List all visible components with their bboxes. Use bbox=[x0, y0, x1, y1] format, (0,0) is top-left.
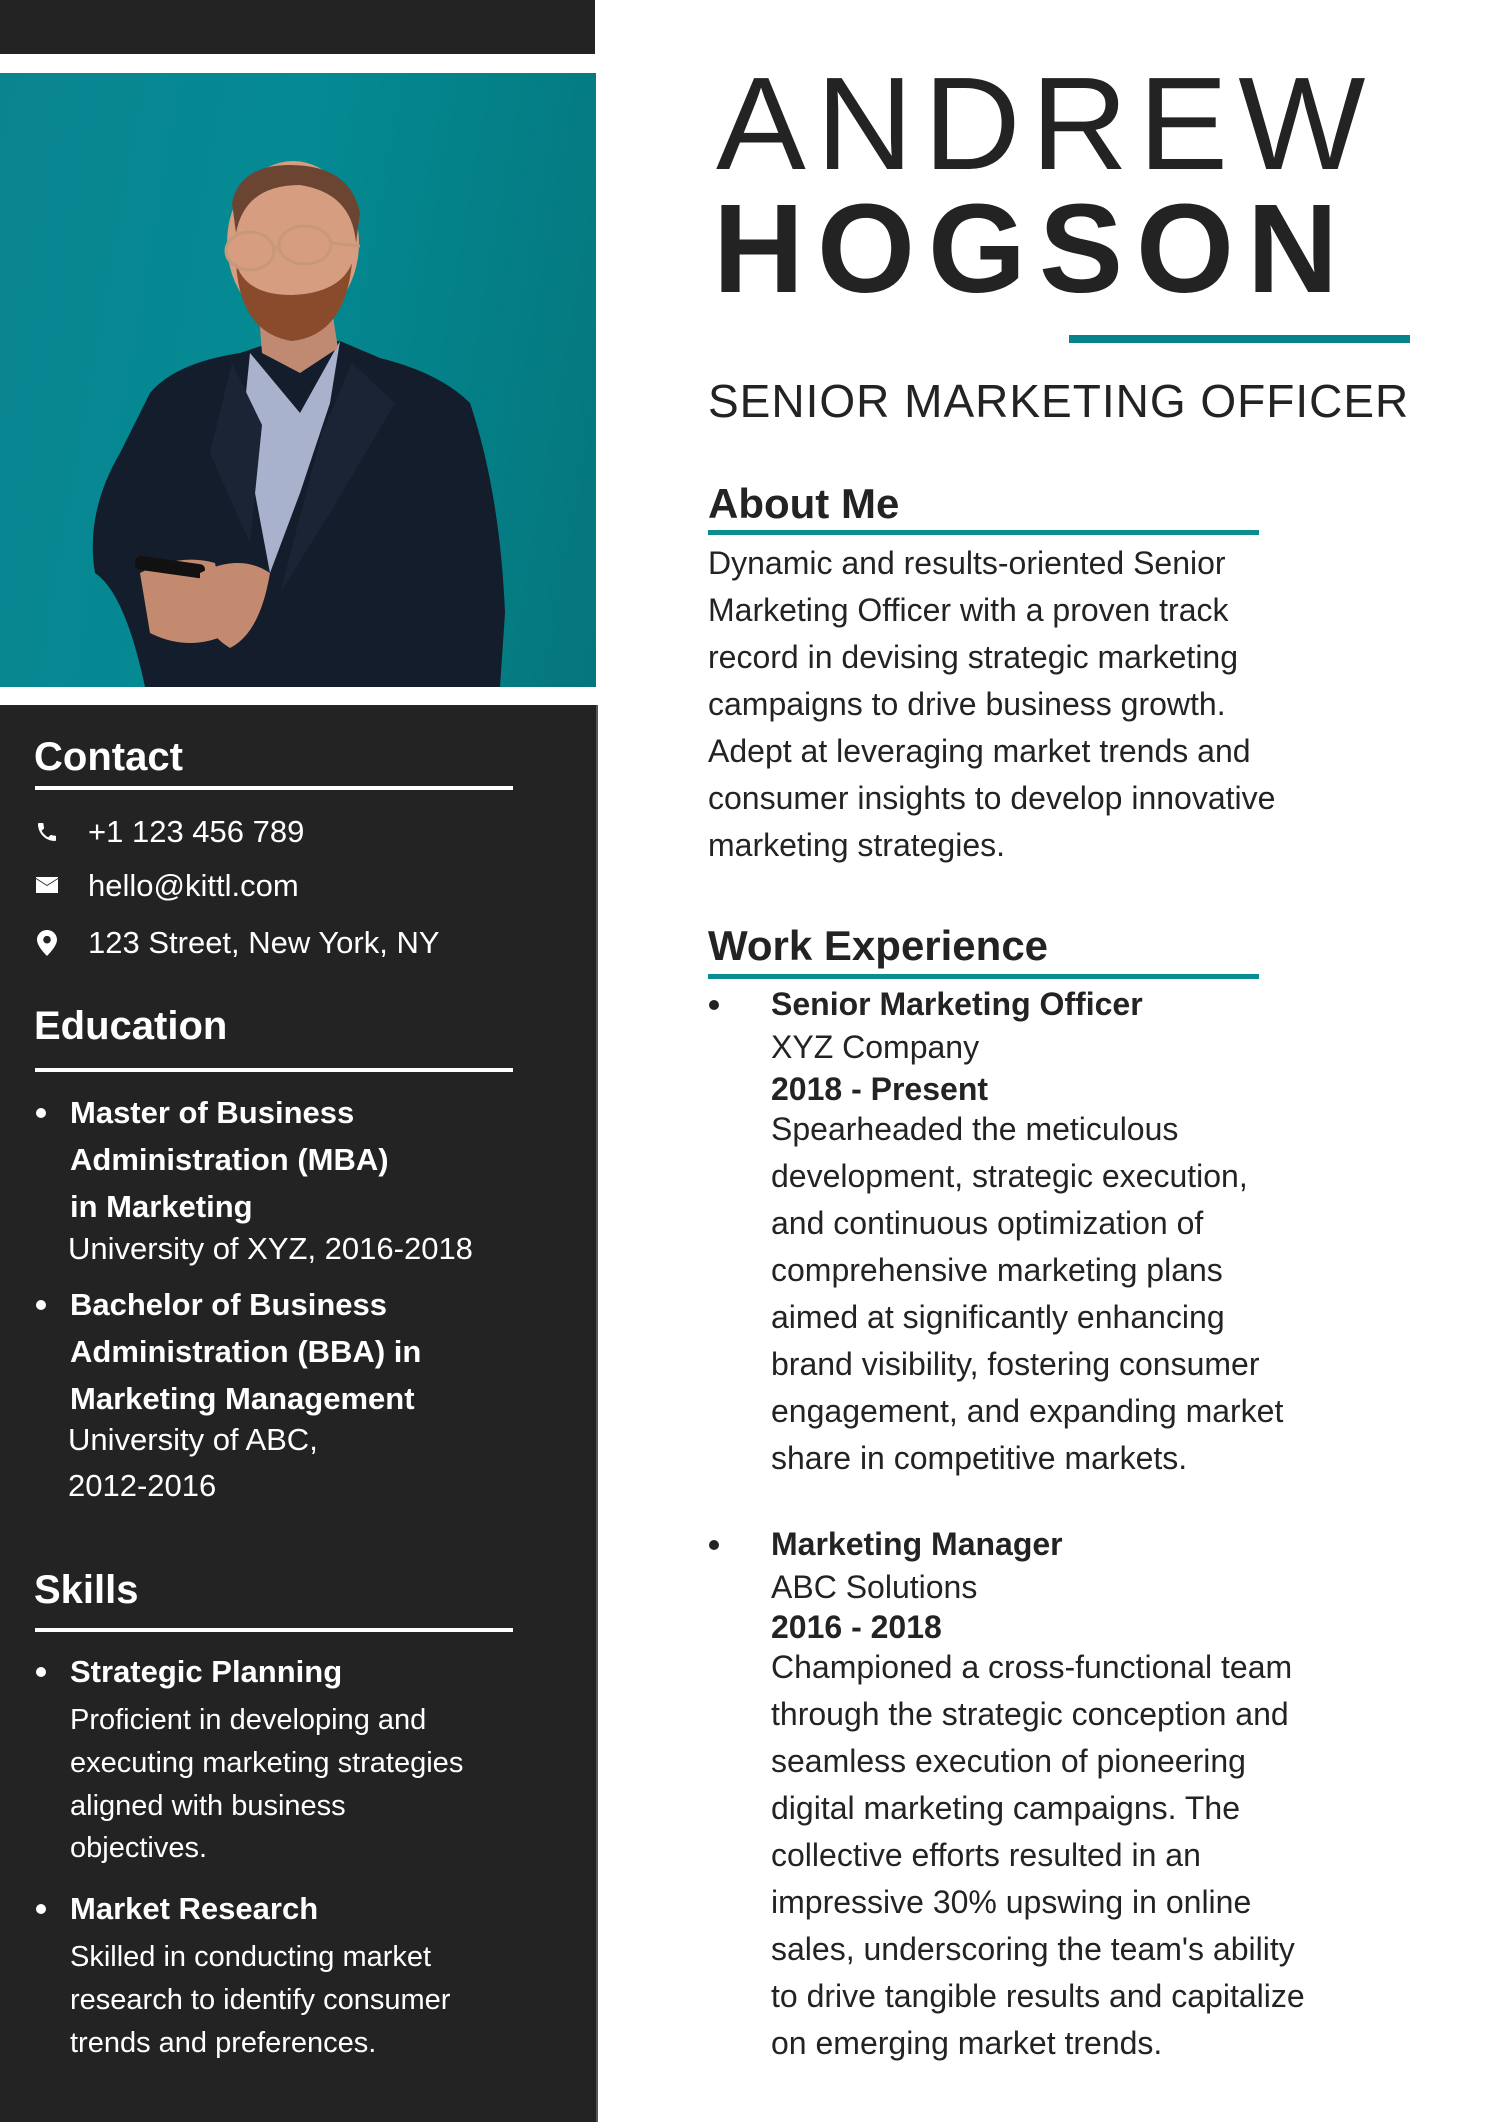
skill-desc-line: Skilled in conducting market bbox=[70, 1941, 432, 1973]
school-line: University of XYZ, 2016-2018 bbox=[68, 1231, 473, 1266]
first-name: ANDREW bbox=[716, 50, 1376, 197]
job-desc-line: sales, underscoring the team's ability bbox=[771, 1931, 1295, 1967]
skill-desc-line: research to identify consumer bbox=[70, 1984, 451, 2016]
degree-line: Marketing Management bbox=[70, 1381, 415, 1416]
about-line: record in devising strategic marketing bbox=[708, 639, 1239, 675]
phone-icon bbox=[34, 819, 60, 845]
about-line: campaigns to drive business growth. bbox=[708, 686, 1226, 722]
address-text: 123 Street, New York, NY bbox=[88, 925, 440, 960]
location-pin-icon bbox=[34, 930, 60, 956]
job-desc-line: Spearheaded the meticulous bbox=[771, 1111, 1179, 1147]
skill-desc-line: trends and preferences. bbox=[70, 2027, 377, 2059]
job-desc-line: digital marketing campaigns. The bbox=[771, 1790, 1240, 1826]
job-title: SENIOR MARKETING OFFICER bbox=[708, 375, 1410, 427]
job-desc-line: through the strategic conception and bbox=[771, 1696, 1289, 1732]
job-company: ABC Solutions bbox=[771, 1569, 978, 1605]
school-line: University of ABC, bbox=[68, 1422, 318, 1457]
sidebar bbox=[0, 0, 598, 2122]
skills-heading: Skills bbox=[34, 1568, 139, 1612]
education-divider bbox=[35, 1068, 513, 1072]
degree-line: in Marketing bbox=[70, 1189, 253, 1224]
email-icon bbox=[34, 873, 60, 899]
education-heading: Education bbox=[34, 1004, 228, 1048]
bullet bbox=[36, 1667, 46, 1677]
phone-text[interactable]: +1 123 456 789 bbox=[88, 814, 305, 849]
skill-name: Market Research bbox=[70, 1891, 319, 1926]
contact-email bbox=[34, 866, 299, 906]
bullet bbox=[36, 1904, 46, 1914]
work-divider bbox=[708, 974, 1259, 979]
contact-divider bbox=[35, 786, 513, 790]
profile-photo bbox=[0, 73, 596, 687]
bullet bbox=[36, 1300, 46, 1310]
last-name: HOGSON bbox=[713, 178, 1352, 319]
job-desc-line: development, strategic execution, bbox=[771, 1158, 1248, 1194]
degree-line: Bachelor of Business bbox=[70, 1287, 387, 1322]
about-divider bbox=[708, 530, 1259, 535]
job-role: Marketing Manager bbox=[771, 1526, 1063, 1562]
degree-line: Administration (MBA) bbox=[70, 1142, 389, 1177]
skill-desc-line: executing marketing strategies bbox=[70, 1747, 464, 1779]
job-desc-line: engagement, and expanding market bbox=[771, 1393, 1284, 1429]
job-company: XYZ Company bbox=[771, 1029, 980, 1065]
job-desc-line: and continuous optimization of bbox=[771, 1205, 1204, 1241]
contact-phone bbox=[34, 812, 304, 852]
about-line: consumer insights to develop innovative bbox=[708, 780, 1276, 816]
email-text[interactable]: hello@kittl.com bbox=[88, 868, 299, 903]
school-line: 2012-2016 bbox=[68, 1468, 217, 1503]
skill-desc-line: aligned with business bbox=[70, 1790, 346, 1822]
job-desc-line: comprehensive marketing plans bbox=[771, 1252, 1223, 1288]
degree-line: Administration (BBA) in bbox=[70, 1334, 422, 1369]
skills-divider bbox=[35, 1628, 513, 1632]
job-desc-line: on emerging market trends. bbox=[771, 2025, 1163, 2061]
accent-bar bbox=[1069, 335, 1410, 343]
contact-address bbox=[34, 923, 440, 963]
about-line: Marketing Officer with a proven track bbox=[708, 592, 1229, 628]
about-line: Adept at leveraging market trends and bbox=[708, 733, 1251, 769]
portrait-illustration bbox=[0, 73, 596, 687]
top-decorative-bar bbox=[0, 0, 595, 54]
bullet bbox=[709, 1000, 719, 1010]
job-desc-line: brand visibility, fostering consumer bbox=[771, 1346, 1260, 1382]
bullet bbox=[36, 1108, 46, 1118]
about-line: Dynamic and results-oriented Senior bbox=[708, 545, 1226, 581]
skill-desc-line: objectives. bbox=[70, 1832, 208, 1864]
job-desc-line: aimed at significantly enhancing bbox=[771, 1299, 1225, 1335]
job-desc-line: Championed a cross-functional team bbox=[771, 1649, 1293, 1685]
job-dates: 2016 - 2018 bbox=[771, 1609, 942, 1645]
skill-desc-line: Proficient in developing and bbox=[70, 1704, 427, 1736]
work-heading: Work Experience bbox=[708, 922, 1049, 969]
job-desc-line: seamless execution of pioneering bbox=[771, 1743, 1246, 1779]
job-desc-line: impressive 30% upswing in online bbox=[771, 1884, 1252, 1920]
job-desc-line: collective efforts resulted in an bbox=[771, 1837, 1201, 1873]
job-desc-line: to drive tangible results and capitalize bbox=[771, 1978, 1305, 2014]
degree-line: Master of Business bbox=[70, 1095, 355, 1130]
skill-name: Strategic Planning bbox=[70, 1654, 343, 1689]
contact-heading: Contact bbox=[34, 735, 183, 779]
bullet bbox=[709, 1540, 719, 1550]
job-role: Senior Marketing Officer bbox=[771, 986, 1143, 1022]
about-heading: About Me bbox=[708, 480, 900, 527]
about-line: marketing strategies. bbox=[708, 827, 1006, 863]
job-desc-line: share in competitive markets. bbox=[771, 1440, 1188, 1476]
job-dates: 2018 - Present bbox=[771, 1071, 989, 1107]
